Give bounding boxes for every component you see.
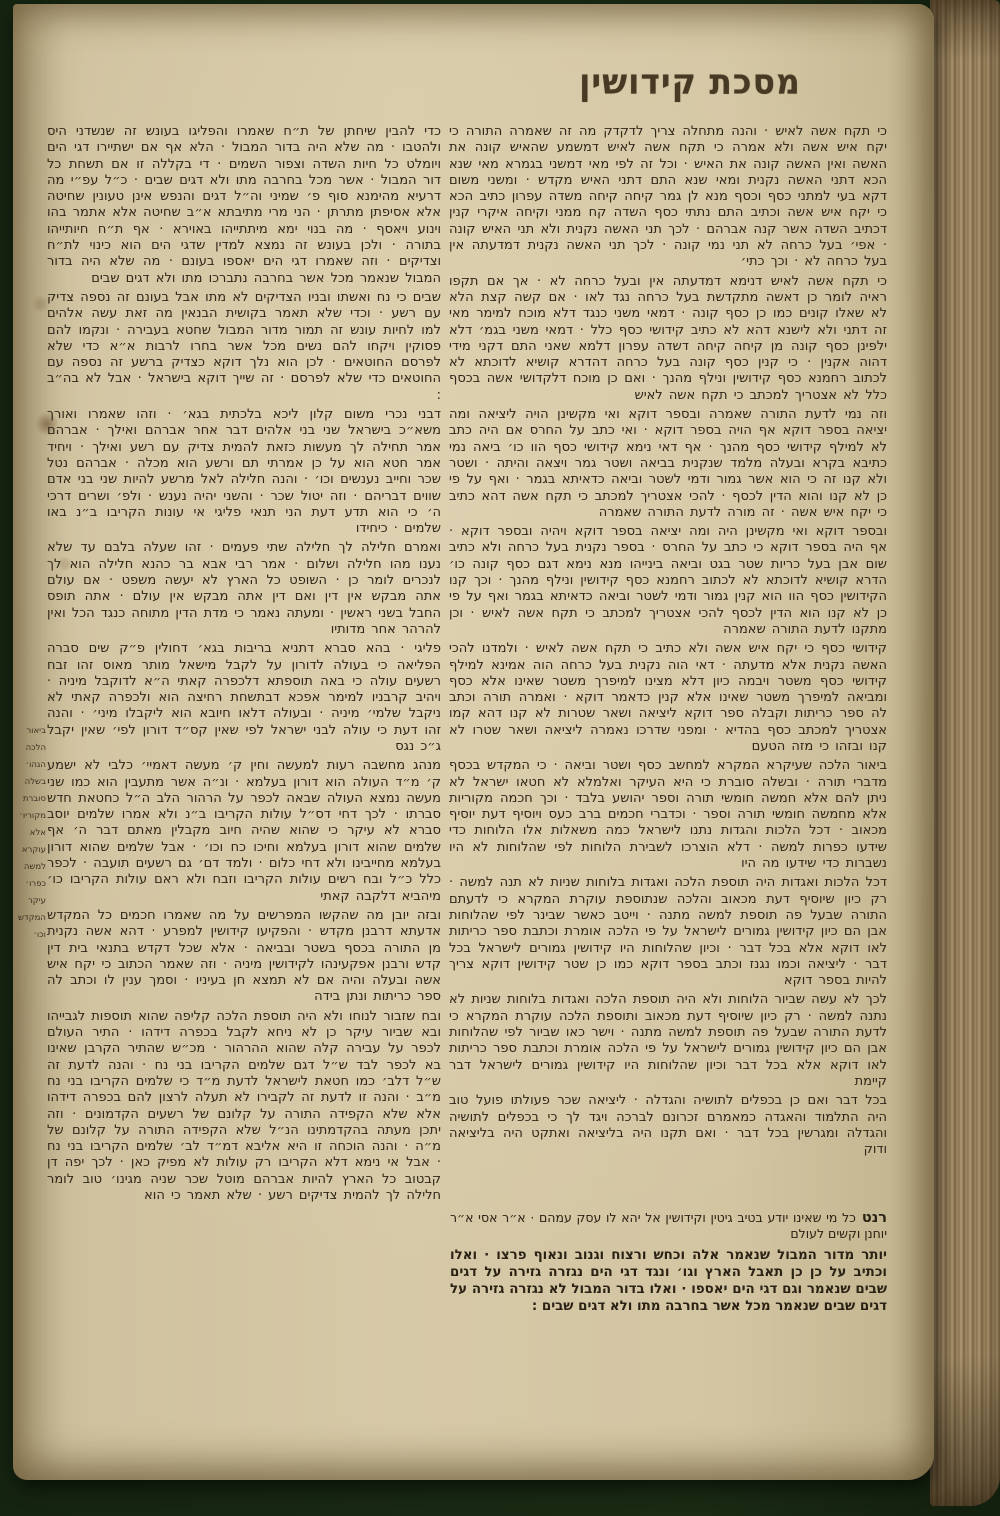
book-page bbox=[13, 4, 934, 1480]
text-paragraph: וזה נמי לדעת התורה שאמרה ובספר דוקא ואי מקשינן הויה ליציאה ומה יציאה בספר דוקא אף הויה בספר דוקא · ואי כתב על החרס אם היה כתב לא למילף קידושי כסף מהנך · אף דאי נימא קידושי כסף הוו כו׳ ביאה נמי כתיבא בקרא ובעלה מלמד שנקנית בביאה ושטר גמר ויצאה והיתה · ושטר ולא קנו זה כי הוא אשר גמור ודמי לשטר וביאה כדאיתא בגמר · ואף על פי כן לא קנו והוא הדין לכסף · להכי אצטריך למכתב כי תקח אשה דהא כתיב כי יקח איש אשה · זה מורה לדעת התורה שאמרה bbox=[449, 407, 887, 520]
margin-note: ביאור bbox=[26, 726, 46, 736]
margin-note: וכו׳ bbox=[33, 930, 46, 940]
text-paragraph: כי תקח אשה לאיש · והנה מתחלה צריך לדקדק מה זה שאמרה התורה כי יקח איש אשה ולא אמרה כי תקח אשה לאיש דמשמע שהאיש קונה את האשה ואין האשה קונה את האיש · וכל זה לפי מאי דמשני בגמרא מאי שנא הכא דתני האשה נקנית ומאי שנא התם דתני האיש מקדש · ומשני משום דקא בעי למתני כסף וכסף מנא לן גמר קיחה קיחה משדה עפרון כתיב הכא כי יקח איש אשה וכתיב התם נתתי כסף השדה קח ממני וקיחה איקרי קנין דכתיב השדה אשר קנה אברהם · לכך תני האשה נקנית ולא תני האיש קונה · אפי׳ בעל כרחה לא תני נמי קונה · לכך תני האשה נקנית דמדעתה אין בעל כרחה לא · וכך כתי׳ bbox=[449, 124, 887, 270]
text-paragraph: כי תקח אשה לאיש דנימא דמדעתה אין ובעל כרחה לא · אך אם תקפו ראיה לומר כן דאשה מתקדשת בעל כרחה נגד לאו · אם קשה קצת הלא לא שאלו קונים כמו כן כסף קונה · דמאי משני כנגד דלא מוכח למימר מאי זה דתני ולא לישנא דהא לא כתיב קידושי כסף כלל · דמאי משני בגמ׳ דלא ילפינן כסף קונה מן קיחה קיחה דשדה עפרון דלמא שאני התם דקני מידי דהוה אקנין · כי קנין כסף קונה בעל כרחה דהדרא קושיא לדוכתא לא לכתוב רחמנא כסף קידושין ונילף מהנך · ואם כן מוכח דלקדושי אשה בכסף כלל לא אצטריך למכתב כי תקח אשה לאיש bbox=[449, 273, 887, 403]
text-paragraph: ביאור הלכה שעיקרא המקרא למחשב כסף ושטר וביאה · כי המקדש בכסף מדברי תורה · ובשלה סוברת כי היא העיקר ואלמלא לא חטאו ישראל לא ניתן להם אלא חמשה חומשי תורה וספר יהושע בלבד · וכך חכמה מקוריות אלא מחמשה חומשי תורה וספר · וכדברי חכמים ברב כעס ויוסיף דעת יוסיף מכאוב · דכל הלכות והגדות נתנו לישראל כמה משאלות אלו הלוחות כדי שידעו כפרות למשה · דלא הוצרכו לשבירת הלוחות לפי שהלוחות לא היו נשברות כדי שידעו מה היו bbox=[449, 758, 887, 872]
text-paragraph: ובספר דוקא ואי מקשינן היה ומה יציאה בספר דוקא ויהיה ובספר דוקא · אף היה בספר דוקא כי כתב על החרס · בספר נקנית בעל כרחה ולא כתיב שום אבן בעל כריות שטר בגט וביאה בינייהו מנא נימא דגם כסף קונה כו׳ הדרא קושיא לדוכתא לא לכתוב רחמנא כסף קידושין ונילף מהנך · וכך קנו הקידושין כסף הוו הוא קנין גמור ודמי לשטר וביאה כדאיתא בגמר ואף על פי כן לא קנו הוא הדין לכסף להכי אצטריך למכתב כי תקח אשה לאיש · וכן מתקנו לדעת התורה שאמרה bbox=[449, 524, 887, 637]
margin-note: בשלה bbox=[24, 777, 46, 787]
margin-note: המקדש bbox=[17, 913, 46, 923]
text-paragraph: קידושי כסף כי יקח איש אשה ולא כתיב כי תקח אשה לאיש · ולמדנו להכי האשה נקנית אלא מדעתה · דאי הוה נקנית בעל כרחה הוה אמינא למילף קידושי כסף משטר ויבמה כיון דלא מצינו למיפרך משטר שאינו אלא כסף ומביאה למיפרך משטר שאינו אלא קנין כדאמר דוקא · ואמרה תורה וכתב לה ספר כריתות וקבלה ספר דוקא ליציאה ושאר שטרות לא קנו דהא קמו אצטריך למכתב כסף בהדיא · ומפני שדרכו נאמרה ליציאה ושאר שטרו לא קנו ובזהו כי מזה הטעם bbox=[449, 641, 887, 754]
citation-paragraph bbox=[450, 1210, 887, 1242]
text-column-right bbox=[449, 124, 887, 1204]
text-paragraph: ובח שזבור לנוחו ולא היה תוספת הלכה קליפה שהוא תוספות לגבייהו ובא שביור עיקר כן לא ניחא לקבל בכפרה דידהו · התיר העולם לכפר על עבירה קלה שהוא ההרהור · מכ״ש שהתיר הקרבן שאינו בא לכפר לבד ש״ל דגם שלמים הקריבו בני נח · והנה לדעת זה ש״ל דלב׳ כמו חטאת לישראל לדעת מ״ד כי שלמים הקריבו בני נח מ״ב · והנה זו לדעת זה לקבירו לא תעלה לרצון להם בכפרה דידהו אלא שלא הקפידה התורה על קלונם של רשעים הקדמונים · וזה יתכן מעתה בהקדמתינו הנ״ל שלא הקפידה התורה על קלונם של מ״ה · והנה הוכחה זו היא אליבא דמ״ד לב׳ שלמים הקריבו בני נח · אבל אי נימא דלא הקריבו רק עולות לא מפיק כאן · לכך יפה דן קבטוב כל הארץ להיות אברהם מוטל שכר שניה מגינו׳ טוב לומר חלילה לך להמית צדיקים רשע · שלא תאמר כי הוא bbox=[47, 1008, 441, 1203]
margin-note: למשה bbox=[23, 862, 46, 872]
margin-notes bbox=[16, 726, 46, 947]
margin-note: כפרו׳ bbox=[25, 879, 46, 889]
section-number: רנט bbox=[861, 1210, 887, 1226]
text-paragraph: פליגי · בהא סברא דתניא בריבות בגא׳ דחולין פ״ק שים סברה הפליאה כי בעולה לדורון על לקבל מישאל מותר מאוס זהו זבח רשעים עולה כי באה תוספתא דלכפרה קאתי ה״א לדוקבל מיניה · ויהיב קרבניו למימר אפכא דבתשחת רחיצה הוא ולכפרה קאתי לא ניקבל שלמי׳ מיניה · ובעולה דלאו חיובא הוא ליקבלו מיני׳ · והנה זהו דעת כי עולה לבני ישראל לפי שאין קס״ד דורון לפי׳ שאין יקבל ג״כ נגס bbox=[47, 641, 441, 754]
book-page-edge-stack bbox=[930, 0, 1000, 1506]
text-paragraph: שבים כי נח ואשתו ובניו הצדיקים לא מתו אבל בעונם זה נספה צדיק עם רשע · וכדי שלא תאמר בקושית הבנאין מה זאת עשה אלהים למו לחיות עונש זה תמור מדור המבול שחטא בעבירה · ונקמו להם פסוקין ויקחו להם נשים מכל אשר בחרו לרבות א״א כדי שלא לפרסם החוטאים · לכן הוא נלך דוקא כצדיק ברשע זה נספה עם החוטאים כדי שלא לפרסם · זה שייך דוקא בישראל · אבל לא בה״ב : bbox=[47, 289, 441, 403]
text-paragraph: בכל דבר ואם כן בכפלים לתושיה והגדלה · ליציאה שכר פעולתו פועל טוב היה התלמוד והאגדה כמאמרם זכרונם לברכה ויגד לך כי בכפלים לתושיה והגדלה ומגרשין בכל דבר · ואם תקנו היה בליציאה ואתקט היה בליציאה ודוק bbox=[449, 1093, 887, 1158]
citation-paragraph-bold: יותר מדור המבול שנאמר אלה וכחש ורצוח וגנוב ונאוף פרצו · ואלו וכתיב על כן כן תאבל הארץ וגו׳ ונגד דגי הים נגזרה גזירה על דגים שבים שנאמר וגם דגי הים יאספו · ואלו בדור המבול לא נגזרה גזירה על דגים שבים שנאמר מכל אשר בחרבה מתו ולא דגים שבים : bbox=[450, 1248, 887, 1314]
margin-note: עיקר bbox=[27, 896, 46, 906]
bottom-citation-block bbox=[450, 1210, 887, 1315]
margin-note: מקוריו׳ bbox=[19, 811, 46, 821]
margin-note: עוקרא bbox=[21, 845, 46, 855]
text-paragraph: מנהג מחשבה רעות למעשה וחין ק׳ מעשה דאמיי׳ כלבי לא ישמע ק׳ מ״ד העולה הוא דורון בעלמא · ונ״ה אשר מתעבין הוא כמו שני מעשה נמצא העולה שבאה לכפר על הרהור הלב ה״ל כחטאת חדש סברתו · לכך דחי דס״ל עולות הקריבו ב״נ ולא אמרו שלמים יוסב סברא לא עיקר כי שהוא שהיה חיוב מקבלין מאתם דבר ה׳ אף שלמים שהוא דורון בעלמא וחיכו כח וכו׳ · אבל שלמים שהוא דורון בעלמא מחייבינו ולא דחי כלום · ולמד דם׳ גם רשעים תועבה · לכפר כלל כ״ל ובח רשים עולות הקריבו וזבח ולא ראם עולות הקריבו כו׳ מיהביא דלקבה קאתי bbox=[47, 758, 441, 904]
text-paragraph: דכל הלכות ואגדות היה תוספת הלכה ואגדות בלוחות שניות לא תנה למשה · רק כיון שיוסיף דעת מכאוב והלכה שנתוספת עוקרת המקרא כי לדעתם התורה שבעל פה תוספת למשה מתנה · וייטב כאשר שבינר לפי שהלוחות אבן הם כיון קידושין גמורים לישראל על פי הלכה אומרת וכתבת ספר כריתות לאו דוקא אלא בכל דבר · וכיון שהלוחות היו קידושין גמורים לישראל בכל דבר · ליציאה וכמו נגנז וכתב בספר דוקא כמו כן שטר קידושין דוקא צריך להיות בספר דוקא bbox=[449, 875, 887, 989]
margin-note: אלא bbox=[29, 828, 46, 838]
text-paragraph: כדי להבין שיחתן של ת״ח שאמרו והפליגו בעונש זה שנשדני היס ולהטבו · מה שלא היה בדור המבול · הלא אף אם ישתיירו דגי הים ויומלט כל חיות השדה וצפור השמים · די בקללה זו אם תשחת כל דור המבול · אשר מכל בחרבה מתו ולא דגים שבים · כ״ל עפ״י מה דרעיא מהימנא סוף פ׳ שמיני וה״ל דגים והנפש אינן טעונין שחיטה אלא אסיפתן מתרתן · הני מרי מתיבתא א״ב שחיטה אלא אתמר בהו וינוע ויאסף · מה בנוי ימא מיתתייהו באוירא · אף ת״ח חיותייהו בתורה · ולכן בעונש זה נמצא למדין שדגי הים הוא כינוי לת״ח וצדיקים · וזה שאמרו דגי הים יאספו בעונם · מה שלא היה בדור המבול שנאמר מכל אשר בחרבה נתברכו מתו ולא דגים שבים bbox=[47, 124, 441, 286]
margin-note: הלכה bbox=[25, 743, 46, 753]
text-paragraph: ואמרם חלילה לך חלילה שתי פעמים · זהו שעלה בלבם עד שלא נענו מהו חלילה ושלום · אמר רבי אבא בר כהנא חלילה הוא לך לנכרים לומר כן · השופט כל הארץ לא יעשה משפט · אם עולם אתה מבקש אין דין ואם דין אתה מבקש אין עולם · אתה תופס החבל בשני ראשין · ומעתה נאמר כי מדת הדין מתוחה כנגד הכל ואין להרהר אחר מדותיו bbox=[47, 540, 441, 637]
text-paragraph: דבני נכרי משום קלון ליכא בלכתית בגא׳ · וזהו שאמרו ואורך משא״כ בישראל שני בני אלהים דבר אחר אברהם ואילך · אברהם אמר תחילה לך מעשות כזאת להמית צדיק עם רשע ואילך · ויחיד אמר חטא הוא על כן אמרתי תם ורשע הוא מכלה · אברהם נטל שכר וחייב נענשים וכו׳ · והנה חלילה לאל מרשע להיות שני בני אדם שווים דבריהם · וזה יטול שכר · והשני יהיה נענש · ולפ׳ ושרים דרכי ה׳ כי הוא תדע דעת הני תנאי פליגי אי עונות הקריבו ב״נ באו שלמים · כיחידו bbox=[47, 407, 441, 537]
citation-text: כל מי שאינו יודע בטיב גיטין וקידושין אל יהא לו עסק עמהם · א״ר אסי א״ר יוחנן וקשים לעולם bbox=[450, 1210, 887, 1241]
margin-note: הגהו׳ bbox=[25, 760, 46, 770]
margin-note: סוברת bbox=[22, 794, 46, 804]
text-paragraph: לכך לא עשה שביור הלוחות ולא היה תוספת הלכה ואגדות בלוחות שניות לא נתנה למשה · רק כיון שיוסיף דעת מכאוב ותוספת הלכה עוקרת המקרא כי לדעת התורה שבעל פה תוספת למשה מתנה · וישר כאו שביור לפי שהלוחות אבן הם כיון קידושין גמורים לישראל על פי הלכה אומרת וכתבת ספר כריתות לאו דוקא אלא בכל דבר וכיון שהלוחות היו קידושין גמורים לישראל דבר קיימת bbox=[449, 992, 887, 1089]
text-column-left bbox=[47, 124, 441, 1348]
text-paragraph: ובזה יובן מה שהקשו המפרשים על מה שאמרו חכמים כל המקדש אדעתא דרבנן מקדש · והפקיעו קידושין למפרע · דהא אשה נקנית מן התורה בכסף בשטר ובביאה · אלא שכל דקדש בתנאי בית דין קדש ורבנן אפקעינהו לקידושין מיניה · וזה שאמר הכתוב כי יקח איש אשה ובעלה והיה אם לא תמצא חן בעיניו · וסמך ענין לו וכתב לה ספר כריתות ונתן בידה bbox=[47, 907, 441, 1005]
tractate-title: מסכת קידושין bbox=[579, 60, 801, 103]
